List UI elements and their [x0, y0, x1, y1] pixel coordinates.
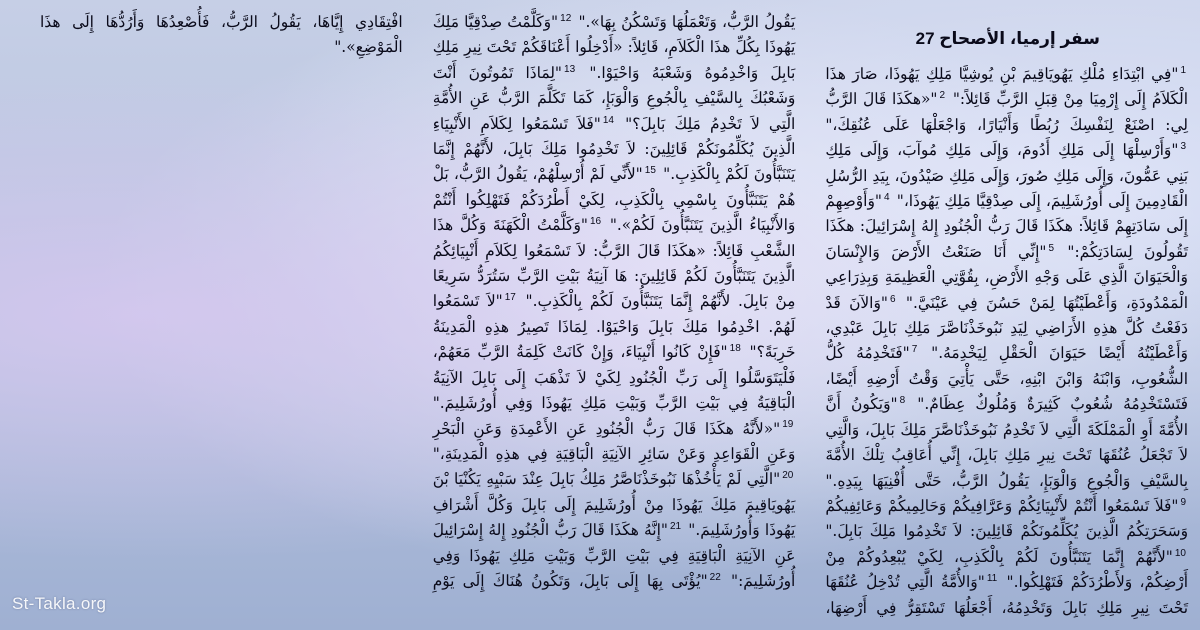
- verse-text: "فَإِنْ كَانُوا أَنْبِيَاءَ، وَإِنْ كَانَتْ كَلِمَةُ الرَّبِّ مَعَهُمْ، فَلْيَتَوَسَّلُوا إِلَى رَبِّ الْجُنُودِ لِكَيْ لاَ تَذْهَبَ إِلَى بَابِلَ الآنِيَةُ الْبَاقِيَةُ فِي بَيْتِ الرَّبِّ وَبَيْتِ مَلِكِ يَهُوذَا وَفِي أُورُشَلِيمَ.": [432, 343, 796, 413]
- verse-number: 19: [782, 419, 794, 431]
- verse-number: 5: [1048, 242, 1054, 254]
- verse-18: [433, 343, 796, 412]
- verse-number: 18: [729, 343, 741, 355]
- verse-text: "وَكَلَّمْتُ صِدْقِيَّا مَلِكَ يَهُوذَا بِكُلِّ هذَا الْكَلاَمِ، قَائِلاً: «أَدْخِلُوا أَعْنَاقَكُمْ تَحْتَ نِيرِ مَلِكِ بَابِلَ وَاخْدِمُوهُ وَشَعْبَهُ وَاحْيَوْا.": [432, 13, 796, 82]
- verse-text: "لأَنَّهُمْ إِنَّمَا يَتَنَبَّأُونَ لَكُمْ بِالْكَذِبِ، لِكَيْ يُبْعِدُوكُمْ مِنْ أَرْضِكُمْ، وَلأَطْرُدَكُمْ فَتَهْلِكُوا.": [825, 547, 1188, 592]
- verse-number: 11: [986, 573, 998, 584]
- verse-number: 20: [782, 470, 794, 482]
- verse-number: 14: [602, 114, 614, 126]
- verse-text: "وَالأُمَّةُ الَّتِي تُدْخِلُ عُنُقَهَا تَحْتَ نِيرِ مَلِكِ بَابِلَ وَتَخْدِمُهُ، أَجْعَلُهَا تَسْتَقِرُّ فِي أَرْضِهَا، يَقُولُ الرَّبُّ، وَتَعْمَلُهَا وَتَسْكُنُ بِهَا».": [578, 13, 1188, 617]
- verse-text: "وَيَكُونُ أَنَّ الأُمَّةَ أَوِ الْمَمْلَكَةَ الَّتِي لاَ تَخْدِمُ نَبُوخَذْنَاصَّرَ مَلِكَ بَابِلَ، وَالَّتِي لاَ تَجْعَلُ عُنُقَهَا تَحْتَ نِيرِ مَلِكِ بَابِلَ، إِنِّي أُعَاقِبُ تِلْكَ الأُمَّةَ بِالسَّيْفِ وَالْجُوعِ وَالْوَبَإِ، يَقُولُ الرَّبُّ، حَتَّى أُفْنِيَهَا بِيَدِهِ.": [825, 395, 1188, 490]
- verse-text: "يُؤْتَى بِهَا إِلَى بَابِلَ، وَتَكُونُ هُنَاكَ إِلَى يَوْمِ افْتِقَادِي إِيَّاهَا، يَقُولُ الرَّبُّ، فَأُصْعِدُهَا وَأَرُدُّهَا إِلَى هذَا الْمَوْضِعِ».": [40, 13, 708, 590]
- verse-text: "لِمَاذَا تَمُوتُونَ أَنْتَ وَشَعْبُكَ بِالسَّيْفِ بِالْجُوعِ وَالْوَبَإِ، كَمَا تَكَلَّمَ الرَّبُّ عَنِ الأُمَّةِ الَّتِي لاَ تَخْدِمُ مَلِكَ بَابِلَ؟": [432, 63, 796, 133]
- verse-number: 21: [669, 521, 682, 532]
- verse-number: 4: [883, 191, 890, 203]
- verse-text: "الَّتِي لَمْ يَأْخُذْهَا نَبُوخَذْنَاصَّرُ مَلِكُ بَابِلَ عِنْدَ سَبْيِهِ يَكُنْيَا بْنَ يَهُويَاقِيمَ مَلِكَ يَهُوذَا مِنْ أُورُشَلِيمَ إِلَى بَابِلَ وَكُلَّ أَشْرَافِ يَهُوذَا وَأُورُشَلِيمَ.": [432, 470, 796, 540]
- verse-text: "فَلاَ تَسْمَعُوا لِكَلاَمِ الأَنْبِيَاءِ الَّذِينَ يُكَلِّمُونَكُمْ قَائِلِينَ: لاَ تَخْدِمُوا مَلِكَ بَابِلَ، لأَنَّهُمْ إِنَّمَا يَتَنَبَّأُونَ لَكُمْ بِالْكَذِبِ.": [432, 114, 796, 184]
- verse-text: "وَالآنَ قَدْ دَفَعْتُ كُلَّ هذِهِ الأَرَاضِي لِيَدِ نَبُوخَذْنَاصَّرَ مَلِكِ بَابِلَ عَبْدِي، وَأَعْطَيْتُهُ أَيْضًا حَيَوَانَ الْحَقْلِ لِيَخْدِمَهُ.": [825, 293, 1188, 363]
- verse-19: [433, 420, 796, 463]
- verse-text: "فَلاَ تَسْمَعُوا أَنْتُمْ لأَنْبِيَائِكُمْ وَعَرَّافِيكُمْ وَحَالِمِيكُمْ وَعَائِفِيكُمْ وَسَحَرَتِكُمُ الَّذِينَ يُكَلِّمُونَكُمْ قَائِلِينَ: لاَ تَخْدِمُوا مَلِكَ بَابِلَ.": [825, 496, 1188, 541]
- verse-text: "وَكَلَّمْتُ الْكَهَنَةَ وَكُلَّ هذَا الشَّعْبِ قَائِلاً: «هكَذَا قَالَ الرَّبُّ: لاَ تَسْمَعُوا لِكَلاَمِ أَنْبِيَائِكُمُ الَّذِينَ يَتَنَبَّأُونَ لَكُمْ قَائِلِينَ: هَا آنِيَةُ بَيْتِ الرَّبِّ سَتُرَدُّ سَرِيعًا مِنْ بَابِلَ. لأَنَّهُمْ إِنَّمَا يَتَنَبَّأُونَ لَكُمْ بِالْكَذِبِ.": [432, 216, 796, 311]
- chapter-text-columns: [40, 10, 1188, 622]
- verse-number: 8: [899, 395, 906, 407]
- verse-text: "لأَنِّي لَمْ أُرْسِلْهُمْ، يَقُولُ الرَّبُّ، بَلْ هُمْ يَتَنَبَّأُونَ بِاسْمِي بِالْكَذِبِ، لِكَيْ أَطْرُدَكُمْ فَتَهْلِكُوا أَنْتُمْ وَالأَنْبِيَاءُ الَّذِينَ يَتَنَبَّأُونَ لَكُمْ».": [432, 165, 796, 235]
- verse-number: 13: [564, 63, 576, 75]
- verse-text: "وَأَوْصِهِمْ إِلَى سَادَتِهِمْ قَائِلاً: هكَذَا قَالَ رَبُّ الْجُنُودِ إِلهُ إِسْرَائِيلَ: هكَذَا تَقُولُونَ لِسَادَتِكُمْ:": [825, 192, 1188, 261]
- verse-text: "لاَ تَسْمَعُوا لَهُمْ. اخْدِمُوا مَلِكَ بَابِلَ وَاحْيَوْا. لِمَاذَا تَصِيرُ هذِهِ الْمَدِينَةُ خَرِبَةً؟": [432, 292, 796, 362]
- verse-number: 12: [560, 12, 572, 24]
- verse-text: "وَأَرْسِلْهَا إِلَى مَلِكِ أَدُومَ، وَإِلَى مَلِكِ مُوآبَ، وَإِلَى مَلِكِ بَنِي عَمُّونَ، وَإِلَى مَلِكِ صُورَ، وَإِلَى مَلِكِ صَيْدُونَ، بِيَدِ الرُّسُلِ الْقَادِمِينَ إِلَى أُورُشَلِيمَ، إِلَى صِدْقِيَّا مَلِكِ يَهُوذَا،": [825, 141, 1188, 211]
- verse-text: "فَتَخْدِمُهُ كُلُّ الشُّعُوبِ، وَابْنَهُ وَابْنَ ابْنِهِ، حَتَّى يَأْتِيَ وَقْتُ أَرْضِهِ أَيْضًا، فَتَسْتَخْدِمُهُ شُعُوبٌ كَثِيرَةٌ وَمُلُوكٌ عِظَامٌ.": [825, 344, 1188, 414]
- verse-number: 1: [1180, 64, 1186, 76]
- verse-number: 16: [590, 216, 602, 228]
- verse-text: "«لأَنَّهُ هكَذَا قَالَ رَبُّ الْجُنُودِ عَنِ الأَعْمِدَةِ وَعَنِ الْبَحْرِ وَعَنِ الْقَوَاعِدِ وَعَنْ سَائِرِ الآنِيَةِ الْبَاقِيَةِ فِي هذِهِ الْمَدِينَةِ،": [432, 419, 796, 463]
- verse-number: 17: [504, 292, 516, 304]
- verse-number: 9: [1180, 496, 1186, 508]
- verse-text: "إِنِّي أَنَا صَنَعْتُ الأَرْضَ وَالإِنْسَانَ وَالْحَيَوَانَ الَّذِي عَلَى وَجْهِ الأَرْضِ، بِقُوَّتِي الْعَظِيمَةِ وَبِذِرَاعِي الْمَمْدُودَةِ، وَأَعْطَيْتُهَا لِمَنْ حَسُنَ فِي عَيْنَيَّ.": [825, 242, 1188, 312]
- verse-text: "فِي ابْتِدَاءِ مُلْكِ يَهُويَاقِيمَ بْنِ يُوشِيَّا مَلِكِ يَهُوذَا، صَارَ هذَا الْكَلاَمُ إِلَى إِرْمِيَا مِنْ قِبَلِ الرَّبِّ قَائِلاً:": [825, 65, 1188, 109]
- verses-container: [40, 10, 1188, 622]
- verse-text: "إِنَّهُ هكَذَا قَالَ رَبُّ الْجُنُودِ إِلهُ إِسْرَائِيلَ عَنِ الآنِيَةِ الْبَاقِيَةِ فِي بَيْتِ الرَّبِّ وَبَيْتِ مَلِكِ يَهُوذَا وَفِي أُورُشَلِيمَ:": [432, 521, 796, 590]
- verse-number: 15: [644, 165, 656, 177]
- verse-number: 7: [911, 344, 918, 356]
- verse-number: 3: [1180, 141, 1186, 153]
- site-watermark: St-Takla.org: [12, 594, 107, 613]
- verse-number: 6: [889, 293, 896, 305]
- verse-number: 10: [1174, 547, 1186, 559]
- verse-text: "«هكَذَا قَالَ الرَّبُّ لِي: اصْنَعْ لِنَفْسِكَ رُبُطًا وَأَنْيَارًا، وَاجْعَلْهَا عَلَى عُنُقِكَ،": [825, 90, 1188, 134]
- verse-9: [825, 497, 1188, 540]
- verse-number: 22: [709, 571, 721, 583]
- chapter-title: سفر إرميا، الأصحاح 27: [915, 29, 1100, 48]
- verse-number: 2: [939, 90, 946, 102]
